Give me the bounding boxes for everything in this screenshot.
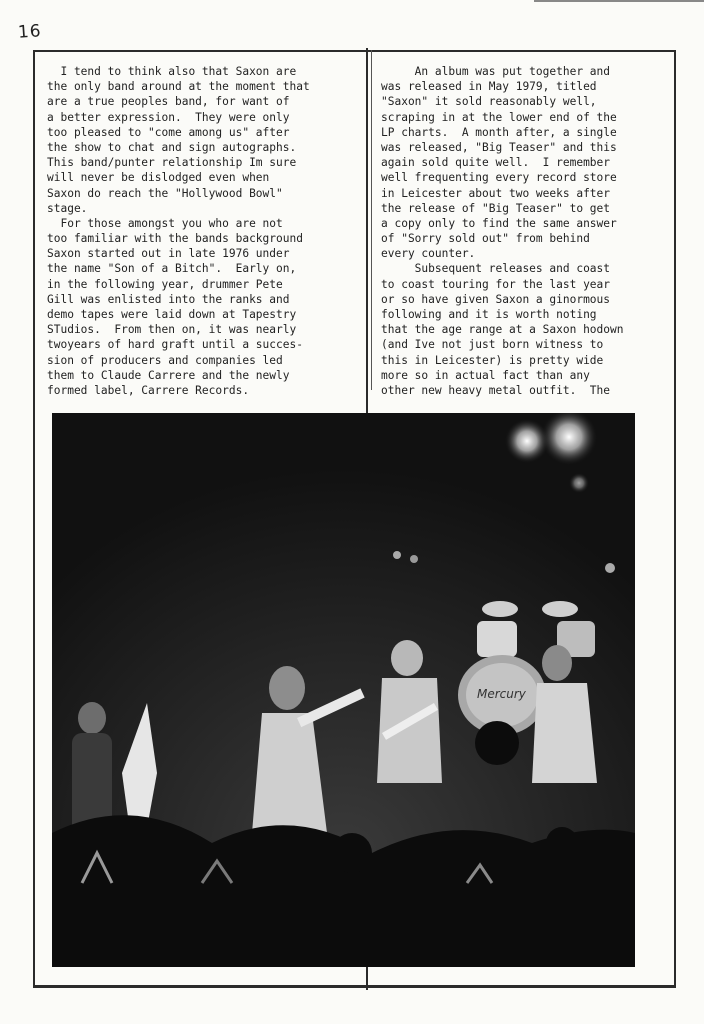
- left-column-line: the name "Son of a Bitch". Early on,: [47, 262, 297, 276]
- right-column-line: An album was put together and: [381, 65, 611, 78]
- right-column-line: in Leicester about two weeks after: [381, 186, 611, 200]
- left-column-line: the show to chat and sign autographs.: [47, 140, 297, 154]
- right-column-line: that the age range at a Saxon hodown: [381, 323, 624, 337]
- bass-drum-logo: Mercury: [477, 687, 526, 701]
- right-column-line: or so have given Saxon a ginormous: [381, 292, 611, 306]
- left-column-line: This band/punter relationship Im sure: [47, 156, 297, 170]
- right-column-line: this in Leicester) is pretty wide: [381, 353, 604, 367]
- right-column-line: of "Sorry sold out" from behind: [381, 232, 590, 246]
- left-column-line: will never be dislodged even when: [47, 171, 270, 185]
- left-column-line: are a true peoples band, for want of: [47, 95, 290, 109]
- left-column-line: stage.: [47, 201, 88, 215]
- right-column-line: Subsequent releases and coast: [381, 262, 611, 276]
- right-column-line: the release of "Big Teaser" to get: [381, 201, 611, 215]
- left-column-line: twoyears of hard graft until a succes-: [47, 338, 303, 352]
- right-column-line: was released in May 1979, titled: [381, 80, 597, 94]
- left-column-line: demo tapes were laid down at Tapestry: [47, 308, 297, 321]
- left-column-line: STudios. From then on, it was nearly: [47, 323, 297, 337]
- top-edge-strip: [534, 0, 704, 2]
- right-text-column: [381, 64, 623, 398]
- right-column-line: a copy only to find the same answer: [381, 216, 617, 230]
- left-column-line: them to Claude Carrere and the newly: [47, 368, 290, 382]
- page-number: 16: [17, 21, 43, 43]
- left-column-line: For those amongst you who are not: [47, 216, 283, 230]
- left-text-column: [47, 64, 310, 398]
- right-column-line: to coast touring for the last year: [381, 277, 611, 291]
- concert-photo: [52, 413, 635, 967]
- left-column-line: formed label, Carrere Records.: [47, 383, 250, 397]
- right-column-line: every counter.: [381, 247, 476, 261]
- left-column-line: too pleased to "come among us" after: [47, 125, 290, 139]
- right-column-line: "Saxon" it sold reasonably well,: [381, 95, 597, 109]
- right-column-line: (and Ive not just born witness to: [381, 338, 604, 352]
- concert-photo-drawing: [52, 413, 635, 967]
- left-column-line: the only band around at the moment that: [47, 80, 310, 94]
- left-column-line: I tend to think also that Saxon are: [47, 65, 297, 78]
- left-column-line: Saxon do reach the "Hollywood Bowl": [47, 186, 283, 200]
- right-column-line: LP charts. A month after, a single: [381, 125, 617, 139]
- right-column-line: following and it is worth noting: [381, 308, 597, 321]
- right-column-line: more so in actual fact than any: [381, 368, 590, 382]
- left-column-line: in the following year, drummer Pete: [47, 277, 283, 291]
- right-column-line: other new heavy metal outfit. The: [381, 383, 611, 397]
- left-column-line: Gill was enlisted into the ranks and: [47, 292, 290, 306]
- right-column-line: was released, "Big Teaser" and this: [381, 140, 617, 154]
- left-column-line: too familiar with the bands background: [47, 232, 303, 246]
- right-column-line: scraping in at the lower end of the: [381, 110, 617, 124]
- right-column-line: well frequenting every record store: [381, 171, 617, 185]
- right-column-line: again sold quite well. I remember: [381, 156, 611, 170]
- left-column-line: Saxon started out in late 1976 under: [47, 247, 290, 261]
- left-column-line: sion of producers and companies led: [47, 353, 283, 367]
- left-column-line: a better expression. They were only: [47, 110, 290, 124]
- column-divider-inner: [371, 50, 372, 390]
